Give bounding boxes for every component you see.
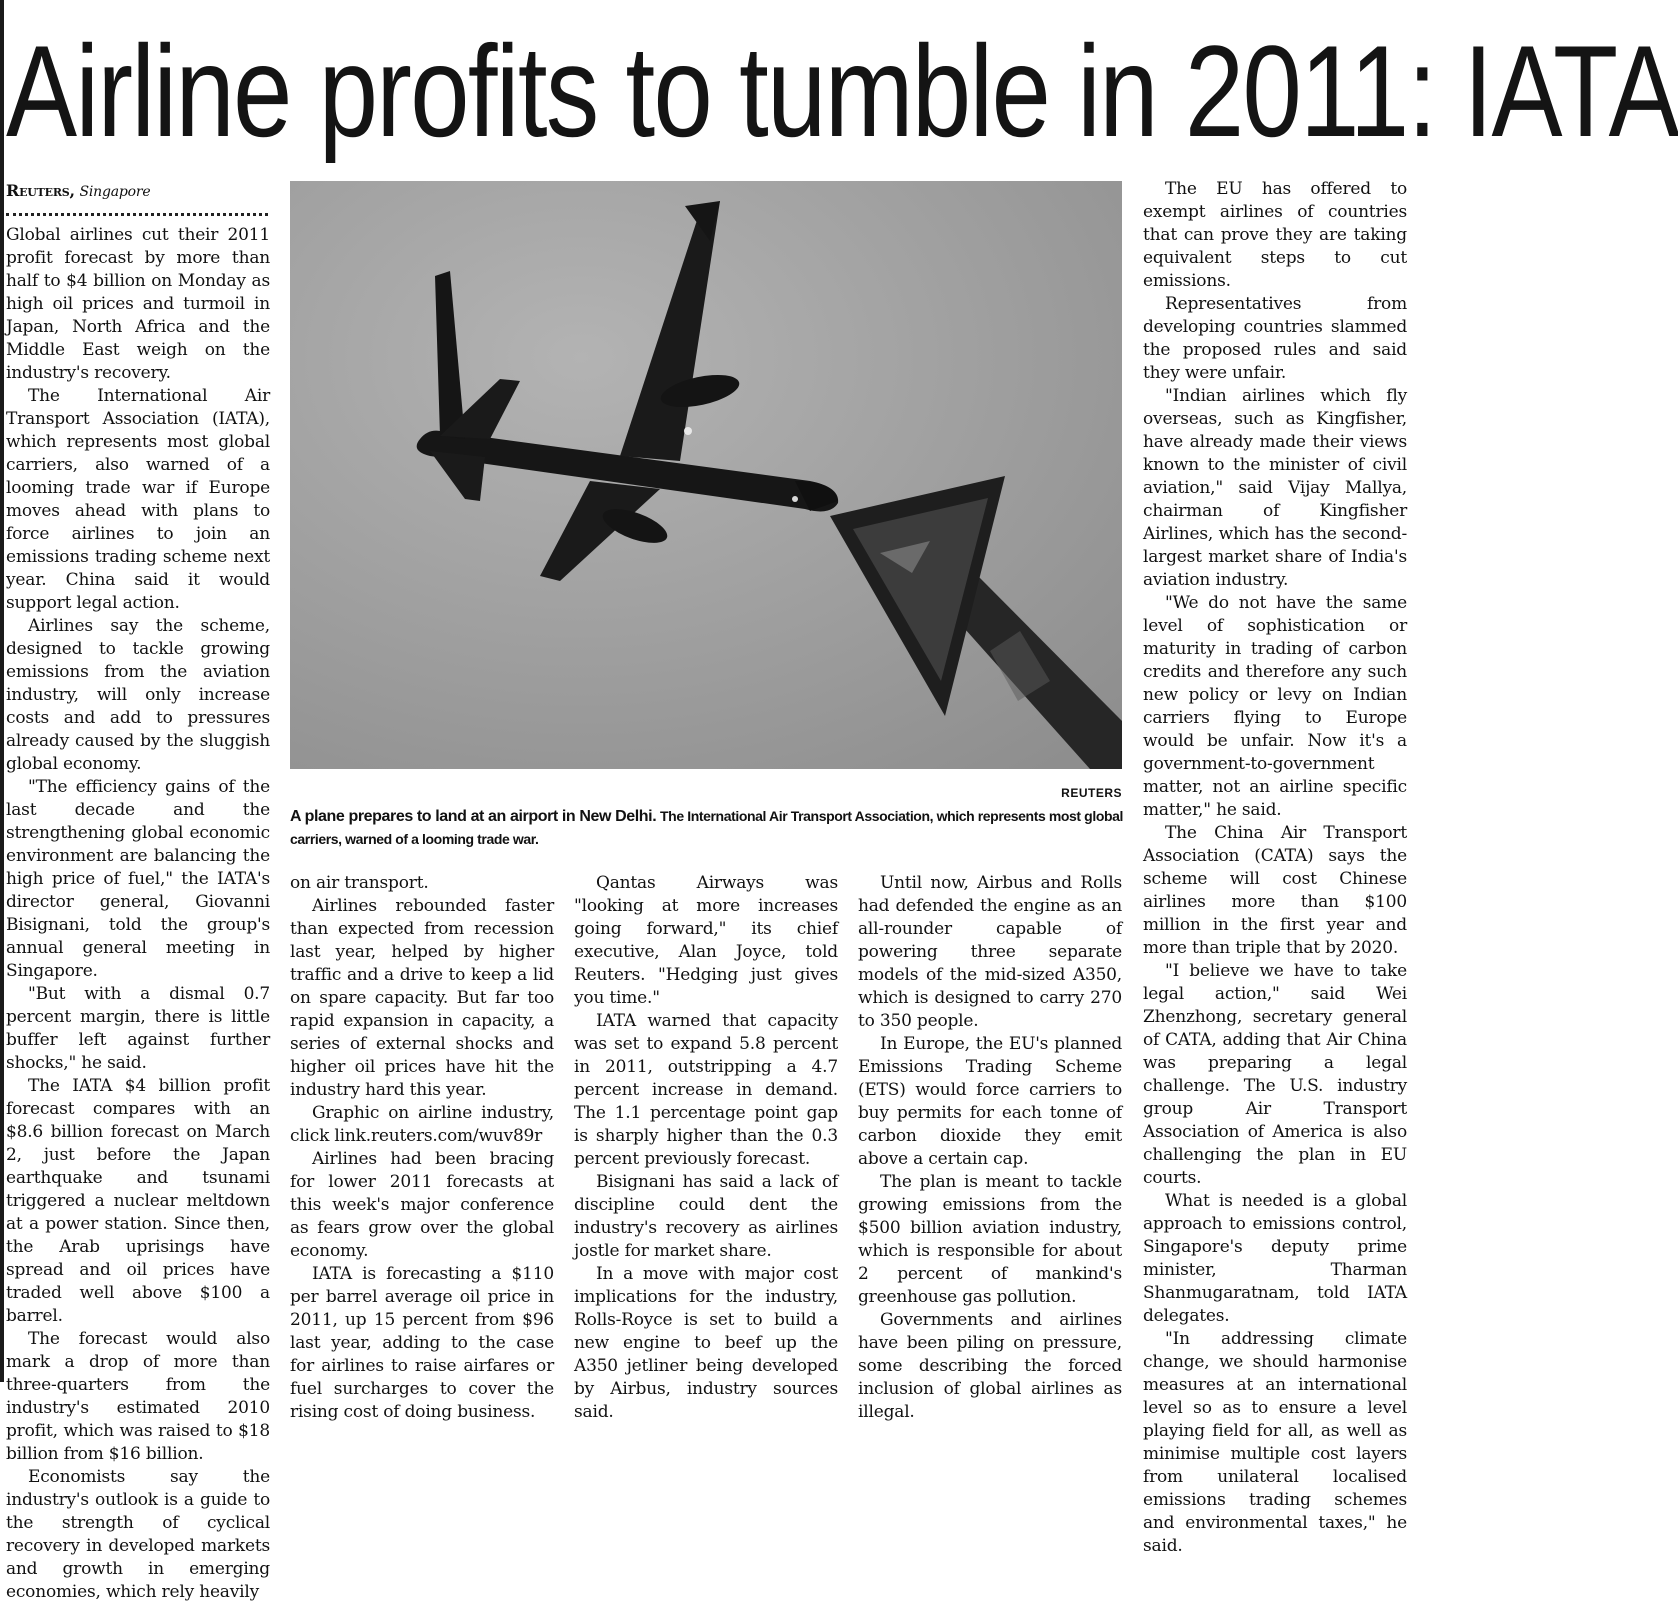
plane-and-sign-photo	[290, 181, 1122, 769]
article-paragraph: Representatives from developing countries slammed the proposed rules and said they were unfair.	[1143, 294, 1407, 383]
article-column-2	[290, 872, 554, 1422]
article-paragraph: Qantas Airways was "looking at more increases going forward," its chief executive, Alan Joyce, told Reuters. "Hedging just gives you time."	[574, 873, 838, 1008]
article-column-1	[6, 180, 270, 1602]
dateline-city: Singapore	[79, 184, 151, 200]
article-paragraph: The International Air Transport Association (IATA), which represents most global carriers, also warned of a looming trade war if Europe moves ahead with plans to force airlines to join an emissions trading scheme next year. China said it would support legal action.	[6, 386, 270, 613]
article-column-3	[574, 872, 838, 1422]
article-paragraph: The China Air Transport Association (CATA) says the scheme will cost Chinese airlines more than $100 million in the first year and more than triple that by 2020.	[1143, 823, 1407, 958]
article-paragraph: Graphic on airline industry, click link.reuters.com/wuv89r	[290, 1103, 554, 1146]
caption-lead: A plane prepares to land at an airport in New Delhi.	[290, 808, 657, 825]
article-paragraph: Until now, Airbus and Rolls had defended the engine as an all-rounder capable of powering three separate models of the mid-sized A350, which is designed to carry 270 to 350 people.	[858, 873, 1122, 1031]
article-paragraph: In a move with major cost implications for the industry, Rolls-Royce is set to build a new engine to beef up the A350 jetliner being developed by Airbus, industry sources said.	[574, 1264, 838, 1422]
article-paragraph: The EU has offered to exempt airlines of countries that can prove they are taking equivalent steps to cut emissions.	[1143, 179, 1407, 291]
article-paragraph: Governments and airlines have been piling on pressure, some describing the forced inclusion of global airlines as illegal.	[858, 1310, 1122, 1422]
article-paragraph: "But with a dismal 0.7 percent margin, there is little buffer left against further shocks," he said.	[6, 984, 270, 1073]
article-paragraph: In Europe, the EU's planned Emissions Trading Scheme (ETS) would force carriers to buy permits for each tonne of carbon dioxide they emit above a certain cap.	[858, 1034, 1122, 1169]
page-edge-rule	[0, 0, 4, 1382]
article-paragraph: IATA is forecasting a $110 per barrel average oil price in 2011, up 15 percent from $96 last year, adding to the case for airlines to raise airfares or fuel surcharges to cover the rising cost of doing business.	[290, 1264, 554, 1422]
article-paragraph: "I believe we have to take legal action," said Wei Zhenzhong, secretary general of CATA, adding that Air China was preparing a legal challenge. The U.S. industry group Air Transport Association of America is also challenging the plan in EU courts.	[1143, 961, 1407, 1188]
dateline-source: Reuters,	[6, 181, 75, 200]
article-paragraph: The plan is meant to tackle growing emissions from the $500 billion aviation industry, which is responsible for about 2 percent of mankind's greenhouse gas pollution.	[858, 1172, 1122, 1307]
article-paragraph: What is needed is a global approach to emissions control, Singapore's deputy prime minister, Tharman Shanmugaratnam, told IATA delegates.	[1143, 1191, 1407, 1326]
article-paragraph: Airlines say the scheme, designed to tackle growing emissions from the aviation industry, will only increase costs and add to pressures already caused by the sluggish global economy.	[6, 616, 270, 774]
article-paragraph: Airlines had been bracing for lower 2011 forecasts at this week's major conference as fears grow over the global economy.	[290, 1149, 554, 1261]
news-photo	[290, 181, 1122, 769]
article-paragraph: The IATA $4 billion profit forecast compares with an $8.6 billion forecast on March 2, just before the Japan earthquake and tsunami triggered a nuclear meltdown at a power station. Since then, the Arab uprisings have spread and oil prices have traded well above $100 a barrel.	[6, 1076, 270, 1326]
article-paragraph: Bisignani has said a lack of discipline could dent the industry's recovery as airlines jostle for market share.	[574, 1172, 838, 1261]
article-column-4	[858, 872, 1122, 1422]
article-paragraph: IATA warned that capacity was set to expand 5.8 percent in 2011, outstripping a 4.7 percent increase in demand. The 1.1 percentage point gap is sharply higher than the 0.3 percent previously forecast.	[574, 1011, 838, 1169]
article-column-5	[1143, 178, 1407, 1556]
headline: Airline profits to tumble in 2011: IATA	[6, 18, 1678, 164]
article-paragraph: "We do not have the same level of sophistication or maturity in trading of carbon credits and therefore any such new policy or levy on Indian carriers flying to Europe would be unfair. Now it's a government-to-government matter, not an airline specific matter," he said.	[1143, 593, 1407, 820]
article-paragraph: on air transport.	[290, 873, 429, 893]
photo-caption	[290, 805, 1130, 851]
article-paragraph: "The efficiency gains of the last decade and the strengthening global economic environment are balancing the high price of fuel," the IATA's director general, Giovanni Bisignani, told the group's annual general meeting in Singapore.	[6, 777, 270, 981]
article-paragraph: The forecast would also mark a drop of more than three-quarters from the industry's estimated 2010 profit, which was raised to $18 billion from $16 billion.	[6, 1329, 270, 1464]
dateline-dotted-rule	[6, 207, 268, 216]
dateline	[6, 180, 270, 203]
article-paragraph: Global airlines cut their 2011 profit forecast by more than half to $4 billion on Monday as high oil prices and turmoil in Japan, North Africa and the Middle East weigh on the industry's recovery.	[6, 225, 270, 383]
column-body	[6, 224, 270, 1604]
article-paragraph: "In addressing climate change, we should harmonise measures at an international level so as to ensure a level playing field for all, as well as minimise multiple cost layers from unilateral localised emissions trading schemes and environmental taxes," he said.	[1143, 1329, 1407, 1556]
caption-text: The International Air Transport Association, which represents most global carriers, warned of a looming trade war.	[290, 808, 1123, 847]
photo-credit: REUTERS	[1061, 786, 1122, 800]
article-paragraph: "Indian airlines which fly overseas, such as Kingfisher, have already made their views known to the minister of civil aviation," said Vijay Mallya, chairman of Kingfisher Airlines, which has the second-largest market share of India's aviation industry.	[1143, 386, 1407, 590]
article-paragraph: Economists say the industry's outlook is a guide to the strength of cyclical recovery in developed markets and growth in emerging economies, which rely heavily	[6, 1467, 270, 1602]
article-paragraph: Airlines rebounded faster than expected from recession last year, helped by higher traffic and a drive to keep a lid on spare capacity. But far too rapid expansion in capacity, a series of external shocks and higher oil prices have hit the industry hard this year.	[290, 896, 554, 1100]
